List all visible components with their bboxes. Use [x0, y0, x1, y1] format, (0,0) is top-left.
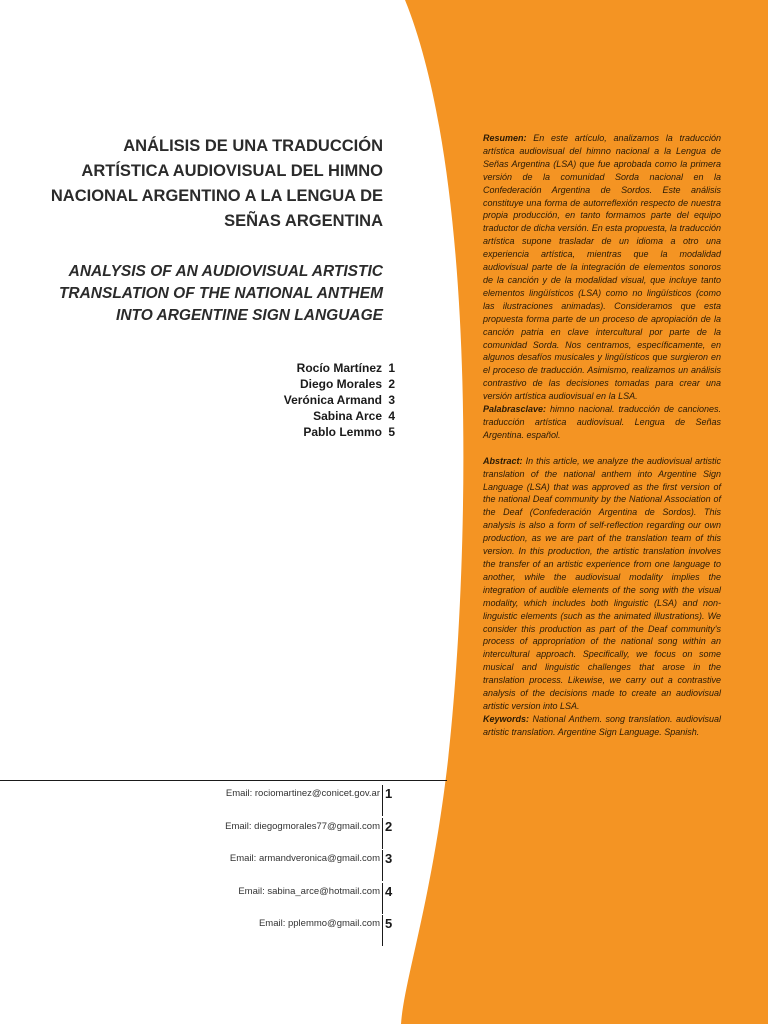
- abstract-column: [483, 132, 721, 739]
- email-row: [95, 785, 395, 818]
- abstract-label: Abstract:: [483, 455, 523, 466]
- email-text: Email: sabina_arce@hotmail.com: [238, 885, 380, 897]
- author-number: 1: [388, 361, 395, 375]
- email-row: [95, 883, 395, 916]
- title-english: ANALYSIS OF AN AUDIOVISUAL ARTISTIC TRANSLATION OF THE NATIONAL ANTHEM INTO ARGENTINE SIGN LANGUAGE: [58, 263, 383, 324]
- email-footnotes: [95, 785, 395, 948]
- abstract-text: In this article, we analyze the audiovisual artistic translation of the national anthem into Argentine Sign Language (LSA) that was approved as the first version of the national Deaf community by the National Association of the Deaf (Confederación Argentina de Sordos). This analysis is also a form of self-reflection regarding our own production, as we are part of the translation team of this version. In this production, the artistic translation involves the transfer of an artistic experience from one language to another, while the audiovisual modality implies the integration of audible elements of the song with the visual modality, which includes both linguistic (LSA) and non-linguistic elements (such as the animated illustrations). We consider this production as part of the Deaf community's process of appropriation of the national song within an intercultural approach. Specifically, we focus on some musical and linguistic challenges that arose in the translation process. Likewise, we carry out a contrastive analysis of the decisions made to create an audiovisual artistic version into LSA.: [483, 455, 721, 711]
- author-number: 3: [388, 393, 395, 407]
- author-row: [195, 424, 395, 440]
- keywords-paragraph: [483, 713, 721, 739]
- author-number: 4: [388, 409, 395, 423]
- author-row: [195, 408, 395, 424]
- email-number: 1: [382, 785, 395, 816]
- author-name: Sabina Arce: [313, 409, 382, 423]
- resumen-paragraph: [483, 132, 721, 403]
- abstract-paragraph: [483, 455, 721, 713]
- palabras-clave-text: himno nacional. traducción de canciones. traducción artística audiovisual. Lengua de Señas Argentina. español.: [483, 404, 721, 440]
- email-row: [95, 915, 395, 948]
- author-list: [195, 360, 395, 440]
- email-text: Email: rociomartinez@conicet.gov.ar: [225, 788, 380, 799]
- email-row: [95, 850, 395, 883]
- email-text: Email: pplemmo@gmail.com: [258, 918, 380, 929]
- keywords-text: National Anthem. song translation. audiovisual artistic translation. Argentine Sign Language. Spanish.: [483, 713, 721, 737]
- author-name: Verónica Armand: [283, 393, 382, 407]
- email-row: [95, 818, 395, 851]
- email-number: 5: [382, 915, 395, 946]
- author-name: Pablo Lemmo: [303, 425, 382, 439]
- keywords-label: Keywords:: [483, 713, 530, 724]
- author-number: 2: [388, 377, 395, 391]
- paragraph-gap: [483, 442, 721, 455]
- footnote-divider: [0, 780, 447, 781]
- author-name: Rocío Martínez: [296, 361, 382, 375]
- author-number: 5: [388, 425, 395, 439]
- email-number: 2: [382, 818, 395, 849]
- email-number: 3: [382, 850, 395, 881]
- author-row: [195, 360, 395, 376]
- email-text: Email: armandveronica@gmail.com: [229, 853, 380, 864]
- palabras-clave-label: Palabrasclave:: [483, 404, 547, 415]
- resumen-text: En este artículo, analizamos la traducción artística audiovisual del himno nacional a la Lengua de Señas Argentina (LSA) que fue aprobada como la primera versión de la comunidad Sorda nacional en la Confederación Argentina de Sordos. Este análisis constituye una forma de autorreflexión respecto de nuestra propia producción, en tanto formamos parte del equipo traductor de dicha versión. En esta propuesta, la traducción artística supone trasladar de un idioma a otro una experiencia artística, mientras que la modalidad audiovisual parte de la integración de elementos sonoros de la canción y de la modalidad visual, que incluye tanto elementos lingüísticos (LSA) como no lingüísticos (como las ilustraciones animadas). Consideramos que esta propuesta forma parte de un proceso de apropiación de la canción patria en clave intercultural por parte de la comunidad Sorda. Nos centramos, específicamente, en algunos desafíos musicales y lingüísticos que surgieron en el proceso de traducción. Asimismo, realizamos un análisis contrastivo de las decisiones tomadas para crear una versión artística audiovisual en la LSA.: [483, 133, 721, 402]
- author-row: [195, 376, 395, 392]
- author-row: [195, 392, 395, 408]
- palabras-clave-paragraph: [483, 403, 721, 442]
- title-spanish: ANÁLISIS DE UNA TRADUCCIÓN ARTÍSTICA AUDIOVISUAL DEL HIMNO NACIONAL ARGENTINO A LA LENGUA DE SEÑAS ARGENTINA: [50, 137, 383, 230]
- email-number: 4: [382, 883, 395, 914]
- resumen-label: Resumen:: [483, 133, 527, 143]
- author-name: Diego Morales: [299, 377, 382, 391]
- email-text: Email: diegogmorales77@gmail.com: [225, 820, 380, 832]
